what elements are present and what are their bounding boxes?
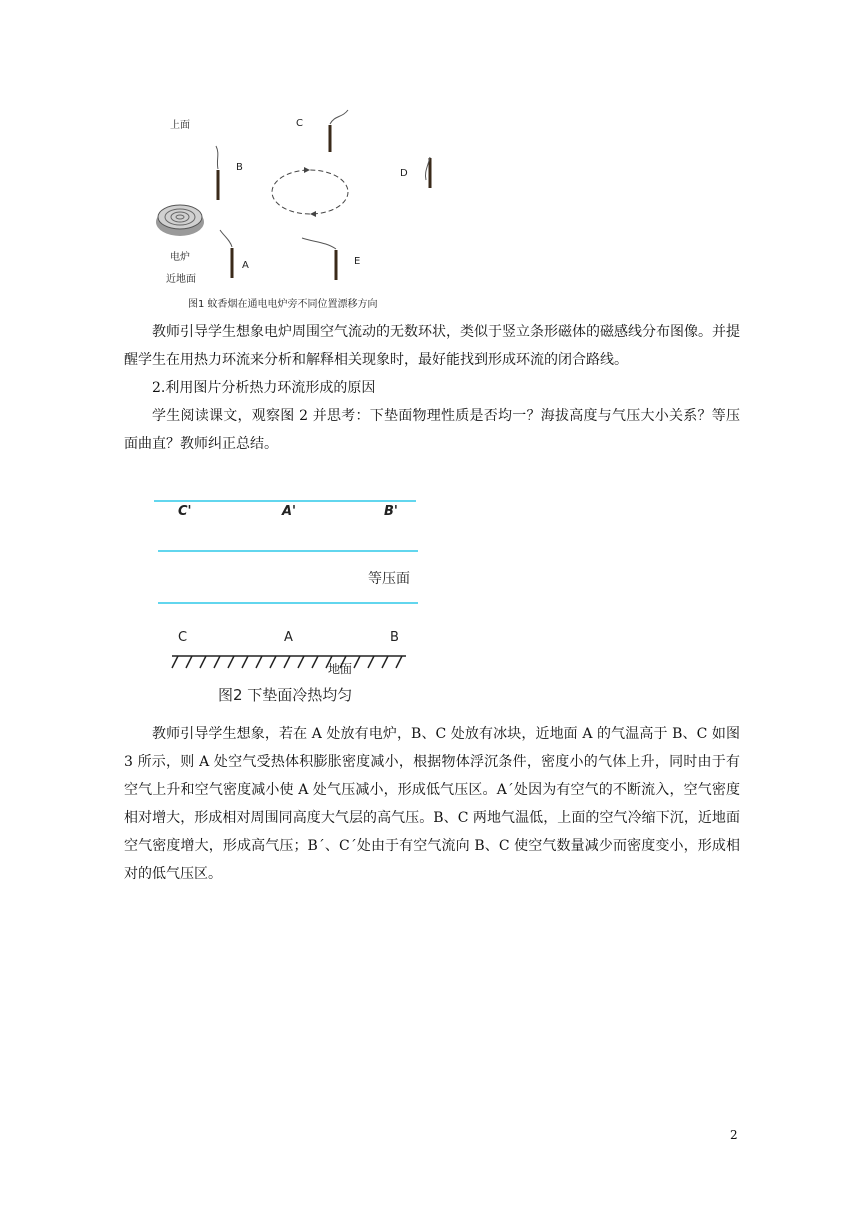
page-number: 2 xyxy=(730,1128,738,1142)
label-b-prime: B' xyxy=(384,504,398,519)
label-a-prime: A' xyxy=(282,504,297,519)
isobar-label: 等压面 xyxy=(368,571,410,587)
stove-icon xyxy=(156,205,204,236)
figure-1 xyxy=(150,100,450,315)
figure-2 xyxy=(150,490,430,705)
ground-label: 地面 xyxy=(328,662,353,676)
figure-1-caption: 图1 蚊香烟在通电电炉旁不同位置漂移方向 xyxy=(188,299,378,310)
point-d-label: D xyxy=(400,168,408,179)
ground-surface xyxy=(172,656,406,668)
label-c-prime: C' xyxy=(178,504,192,519)
section-heading: 2.利用图片分析热力环流形成的原因 xyxy=(152,380,376,396)
label-a: A xyxy=(284,630,293,645)
label-c: C xyxy=(178,630,188,645)
paragraph-2: 学生阅读课文，观察图 2 并思考：下垫面物理性质是否均一？海拔高度与气压大小关系？等压面曲直？教师纠正总结。 xyxy=(124,408,740,452)
point-e-label: E xyxy=(354,256,361,267)
point-c-label: C xyxy=(296,118,303,129)
figure-2-caption: 图2 下垫面冷热均匀 xyxy=(218,686,353,704)
point-a-label: A xyxy=(242,260,249,271)
label-ground: 近地面 xyxy=(166,274,196,285)
label-b: B xyxy=(390,630,399,645)
paragraph-1: 教师引导学生想象电炉周围空气流动的无数环状，类似于竖立条形磁体的磁感线分布图像。并提醒学生在用热力环流来分析和解释相关现象时，最好能找到形成环流的闭合路线。 xyxy=(124,324,740,368)
point-b-label: B xyxy=(236,162,243,173)
label-stove: 电炉 xyxy=(170,252,190,263)
label-top: 上面 xyxy=(170,120,190,131)
paragraph-3: 教师引导学生想象，若在 A 处放有电炉，B、C 处放有冰块，近地面 A 的气温高于 B、C 如图 3 所示，则 A 处空气受热体积膨胀密度减小，根据物体浮沉条件，密度小的气体上升，同时由于有空气上升和空气密度减小使 A 处气压减小，形成低气压区。A´处因为有空气的不断流入，空气密度相对增大，形成相对周围同高度大气层的高气压。B、C 两地气温低，上面的空气冷缩下沉，近地面空气密度增大，形成高气压；B´、C´处由于有空气流向 B、C 使空气数量减少而密度变小，形成相对的低气压区。 xyxy=(124,726,740,882)
